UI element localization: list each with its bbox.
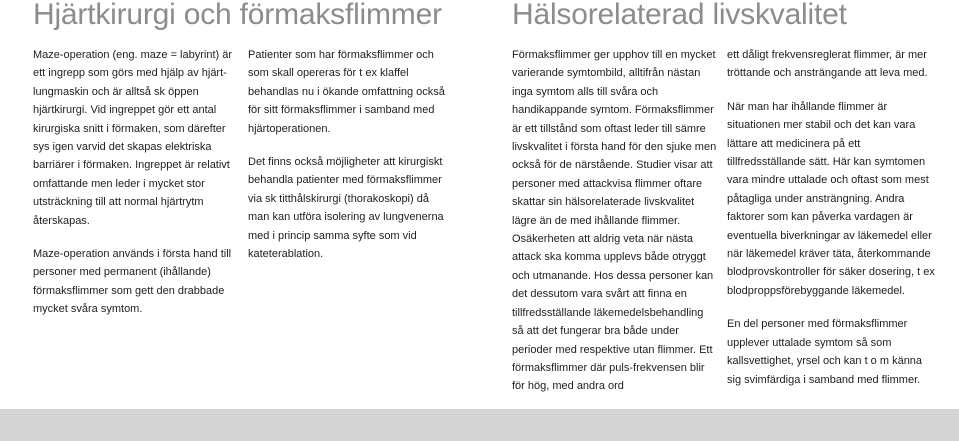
paragraph: En del personer med förmaksflimmer upplever uttalade symtom så som kallsvettighet, yrsel och kan t o m känna sig svimfärdiga i samband med flimmer. bbox=[727, 318, 923, 386]
text-column-1 bbox=[33, 46, 238, 319]
paragraph: Maze-operation används i första hand till personer med permanent (ihållande) förmaksflimmer som gett den drabbade mycket svåra symtom. bbox=[33, 248, 232, 316]
section-heading-right: Hälsorelaterad livskvalitet bbox=[512, 0, 847, 31]
text-column-3 bbox=[512, 46, 717, 396]
paragraph: ett dåligt frekvensreglerat flimmer, är mer tröttande och ansträngande att leva med. bbox=[727, 49, 928, 80]
paragraph: Maze-operation (eng. maze = labyrint) är ett ingrepp som görs med hjälp av hjärt-lungmaskin och är alltså sk öppen hjärtkirurgi. Vid ingreppet gör ett antal kirurgiska snitt i förmaken, som därefter sys igen varvid det skapas elektriska barriärer i förmaken. Ingreppet är relativt omfattande men leder i mycket stor utsträckning till att normal hjärtrytm återskapas. bbox=[33, 49, 233, 227]
text-column-2 bbox=[248, 46, 448, 263]
paragraph: Förmaksflimmer ger upphov till en mycket varierande symtombild, alltifrån nästan inga symtom alls till svåra och handikappande symtom. Förmaksflimmer är ett tillstånd som oftast leder till sämre livskvalitet i första hand för den sjuke men också för de närstående. Studier visar att personer med attackvisa flimmer oftare skattar sin hälsorelaterade livskvalitet lägre än de med ihållande flimmer. Osäkerheten att aldrig veta när nästa attack ska komma upplevs både otryggt och utmanande. Hos dessa personer kan det dessutom vara svårt att finna en tillfredsställande läkemedelsbehandling så att det fungerar bra både under perioder med respektive utan flimmer. Ett förmaksflimmer där puls-frekvensen blir för hög, med andra ord bbox=[512, 49, 717, 393]
footer-band bbox=[0, 409, 959, 441]
text-column-4 bbox=[727, 46, 937, 389]
paragraph: Patienter som har förmaksflimmer och som skall opereras för t ex klaffel behandlas nu i ökande omfattning också för sitt förmaksflimmer i samband med hjärtoperationen. bbox=[248, 49, 445, 135]
paragraph: Det finns också möjligheter att kirurgiskt behandla patienter med förmaksflimmer via sk titthålskirurgi (thorakoskopi) då man kan utföra isolering av lungvenerna med i princip samma syfte som vid kateterablation. bbox=[248, 156, 444, 261]
paragraph: När man har ihållande flimmer är situationen mer stabil och det kan vara lättare att medicinera på ett tillfredsställande sätt. Här kan symtomen vara mindre uttalade och oftast som mest påtagliga under ansträngning. Andra faktorer som kan påverka vardagen är eventuella biverkningar av läkemedel eller när läkemedel kräver täta, återkommande blodprovskontroller för säker dosering, t ex blodproppsförebyggande läkemedel. bbox=[727, 100, 935, 297]
section-heading-left: Hjärtkirurgi och förmaksflimmer bbox=[33, 0, 442, 31]
